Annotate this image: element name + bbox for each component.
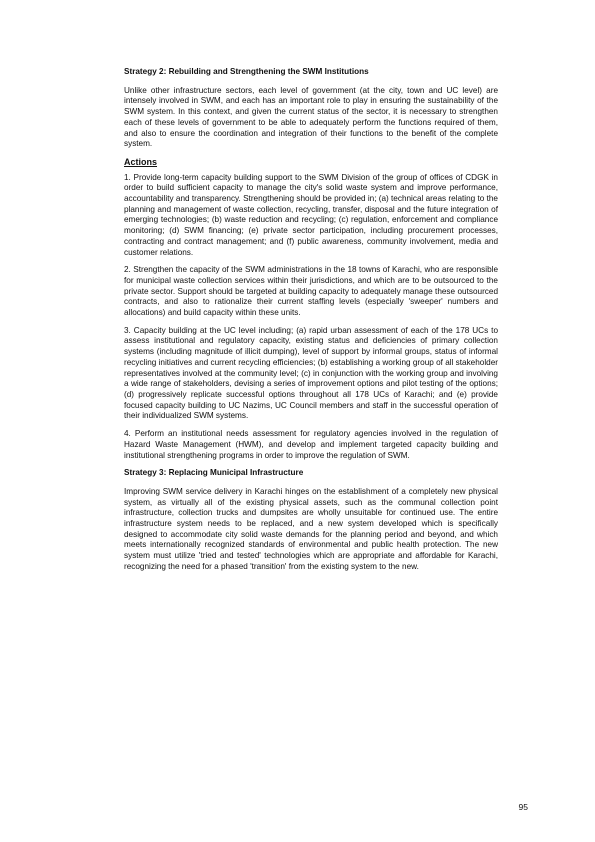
document-page <box>124 67 498 580</box>
action-item-3: 3. Capacity building at the UC level including; (a) rapid urban assessment of each of the 178 UCs to assess institutional and regulatory capacity, existing status and deficiencies of primary collection systems (including magnitude of illicit dumping), level of support by informal groups, status of informal recycling initiatives and current recycling efficiencies; (b) establishing a working group of all stakeholder representatives involved at the community level; (c) in conjunction with the working group and involving a wide range of stakeholders, devising a series of improvement options and pilot testing of the options; (d) progressively replicate successful options throughout all 178 UCs of Karachi; and (e) provide focused capacity building to UC Nazims, UC Council members and staff in the successful operation of their individualized SWM systems. <box>124 325 498 421</box>
action-item-1: 1. Provide long-term capacity building support to the SWM Division of the group of offices of CDGK in order to build sufficient capacity to manage the city's solid waste system and improve performance, accountability and transparency. Strengthening should be provided in; (a) technical areas relating to the planning and management of waste collection, recycling, transfer, disposal and the future integration of emerging technologies; (b) waste reduction and recycling; (c) regulation, enforcement and compliance monitoring; (d) SWM financing; (e) private sector participation, including procurement processes, contracting and contract management; and (f) public awareness, community involvement, media and customer relations. <box>124 172 498 257</box>
page-number: 95 <box>518 802 528 812</box>
strategy-2-heading: Strategy 2: Rebuilding and Strengthening the SWM Institutions <box>124 67 369 76</box>
action-item-4: 4. Perform an institutional needs assessment for regulatory agencies involved in the regulation of Hazard Waste Management (HWM), and develop and implement targeted capacity building and institutional strengthening programs in order to improve the regulation of SWM. <box>124 429 498 460</box>
strategy-3-heading: Strategy 3: Replacing Municipal Infrastructure <box>124 468 304 478</box>
strategy-3-body: Improving SWM service delivery in Karachi hinges on the establishment of a completely new physical system, as virtually all of the existing physical assets, such as the communal collection point infrastructure, collection trucks and dumpsites are wholly unsuitable for continued use. The entire infrastructure system needs to be replaced, and a new system developed which is specifically designed to accommodate city solid waste demands for the planning period and beyond, and which meets internationally recognized standards of environmental and public health protection. The new system must utilize 'tried and tested' technologies which are appropriate and affordable for Karachi, recognizing the need for a phased 'transition' from the existing system to the new. <box>124 486 498 571</box>
actions-heading: Actions <box>124 156 158 167</box>
action-item-2: 2. Strengthen the capacity of the SWM administrations in the 18 towns of Karachi, who are responsible for municipal waste collection services within their jurisdictions, and which are to be outsourced to the private sector. Support should be targeted at building capacity to adequately manage these outsourced contracts, and also to rationalize their current staffing levels (especially 'sweeper' numbers and allocations) and build capacity within these units. <box>124 265 498 318</box>
strategy-2-intro: Unlike other infrastructure sectors, each level of government (at the city, town and UC level) are intensely involved in SWM, and each has an important role to play in ensuring the sustainability of the SWM system. In this context, and given the current status of the sector, it is necessary to strengthen each of these levels of government to be able to adequately perform the functions required of them, and also to ensure the coordination and integration of their functions to the benefit of the complete system. <box>124 85 498 149</box>
